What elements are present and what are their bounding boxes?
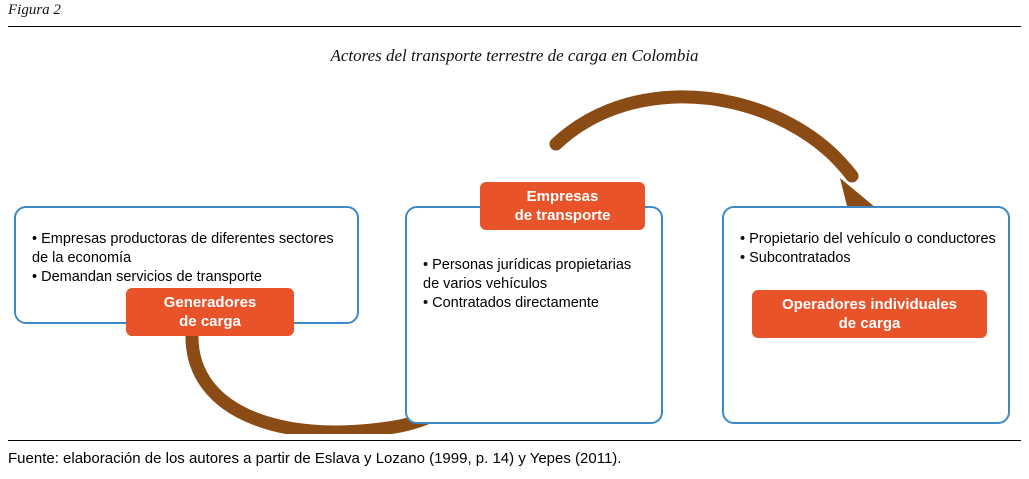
node-bullets-empresas [423,256,651,313]
diagram-canvas [0,86,1029,434]
list-item: • Empresas productoras de diferentes sectores de la economía [32,231,334,266]
node-label-line1: Empresas [526,188,599,205]
node-label-generadores [126,288,294,336]
list-item: • Propietario del vehículo o conductores [740,231,996,247]
figure-label: Figura 2 [8,2,61,18]
list-item: • Subcontratados [740,250,851,266]
list-item: • Personas jurídicas propietarias de varios vehículos [423,257,632,292]
list-item: • Demandan servicios de transporte [32,269,262,285]
figure-title: Actores del transporte terrestre de carga en Colombia [330,46,699,65]
node-label-line1: Operadores individuales [781,296,958,313]
list-item: • Contratados directamente [423,295,599,311]
node-box-empresas [405,206,663,424]
top-divider [8,26,1021,27]
node-label-line2: de carga [838,315,901,332]
node-bullets-generadores [32,230,347,287]
node-label-line1: Generadores [163,294,257,311]
node-label-line2: de carga [179,313,241,330]
node-label-operadores [752,290,987,338]
figure-source: Fuente: elaboración de los autores a partir de Eslava y Lozano (1999, p. 14) y Yepes (2011). [8,450,622,467]
node-label-line2: de transporte [514,207,611,224]
node-bullets-operadores [740,230,998,268]
bottom-divider [8,440,1021,441]
node-label-empresas [480,182,645,230]
